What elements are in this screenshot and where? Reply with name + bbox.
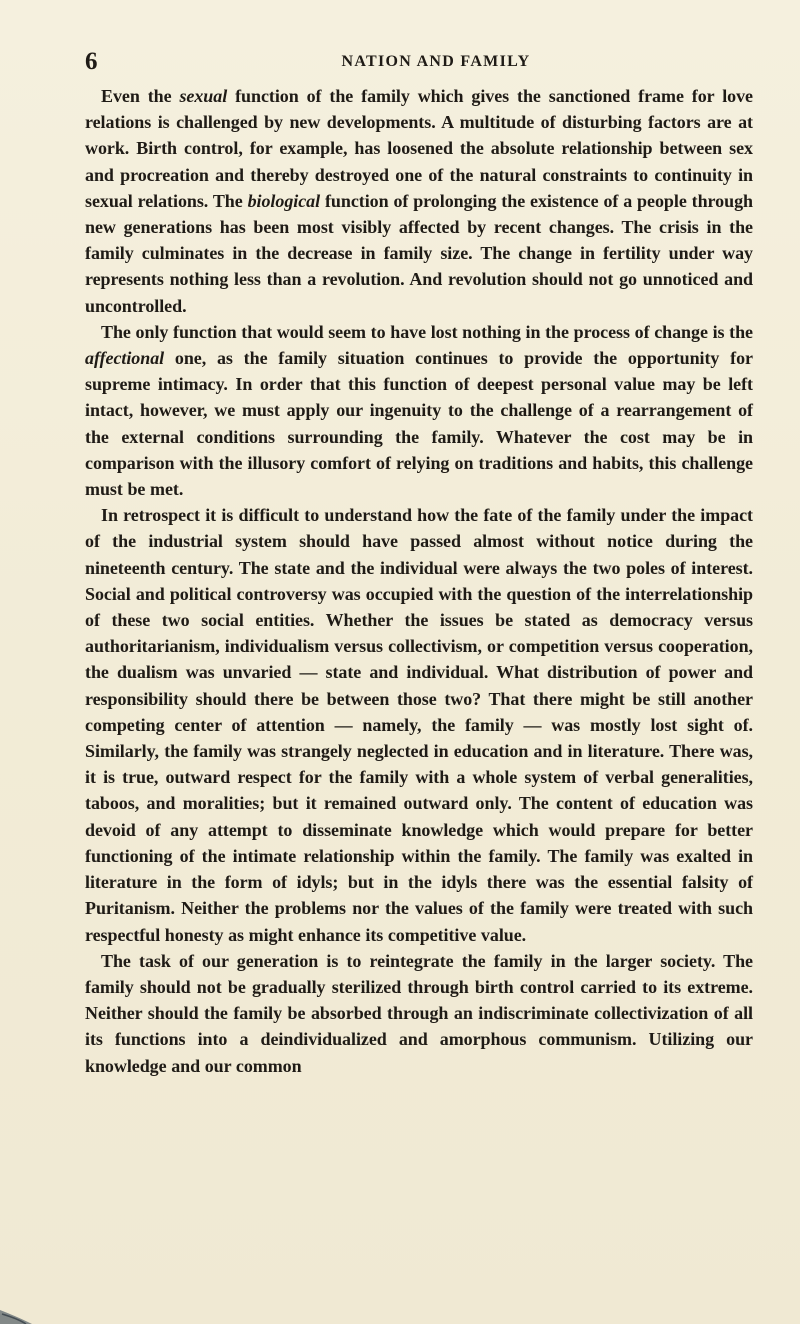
- page-number: 6: [85, 48, 98, 75]
- paragraph-4: The task of our generation is to reintegrate the family in the larger society. The family should not be gradually sterilized through birth control carried to its extreme. Neither should the family be absorbed through an indiscriminate collectivization of all its functions into a deindividualized and amorphous communism. Utilizing our knowledge and our common: [85, 950, 753, 1076]
- body-text: [85, 83, 753, 1079]
- paragraph-1-text-a: Even the: [101, 86, 180, 106]
- paragraph-2-text-a: The only function that would seem to have lost nothing in the process of change is the: [101, 321, 753, 342]
- paragraph-1-text-c: function of prolonging the existence of a people through new generations has been most visibly affected by recent changes. The crisis in the family culminates in the decrease in family size. The change in fertility under way represents nothing less than a revolution. And revolution should not go unnoticed and uncontrolled.: [85, 190, 753, 316]
- emphasis-sexual: sexual: [179, 86, 228, 106]
- paragraph-1: [85, 83, 753, 319]
- page-corner-mark: [0, 1302, 44, 1324]
- emphasis-affectional: affectional: [85, 348, 165, 369]
- running-head: NATION AND FAMILY: [341, 53, 531, 70]
- paragraph-3: In retrospect it is difficult to understand how the fate of the family under the impact of the industrial system should have passed almost without notice during the nineteenth century. The state and the individual were always the two poles of interest. Social and political controversy was occupied with the question of the interrelationship of these two social entities. Whether the issues be stated as democracy versus authoritarianism, individualism versus collectivism, or competition versus cooperation, the dualism was unvaried — state and individual. What distribution of power and responsibility should there be between those two? That there might be still another competing center of attention — namely, the family — was mostly lost sight of. Similarly, the family was strangely neglected in education and in literature. There was, it is true, outward respect for the family with a whole system of verbal generalities, taboos, and moralities; but it remained outward only. The content of education was devoid of any attempt to disseminate knowledge which would prepare for better functioning of the intimate relationship within the family. The family was exalted in literature in the form of idyls; but in the idyls there was the essential falsity of Puritanism. Neither the problems nor the values of the family were treated with such respectful honesty as might enhance its competitive value.: [85, 505, 753, 945]
- paragraph-2-text-b: one, as the family situation continues to provide the opportunity for supreme intimacy. In order that this function of deepest personal value may be left intact, however, we must apply our ingenuity to the challenge of a rearrangement of the external conditions surrounding the family. Whatever the cost may be in comparison with the illusory comfort of relying on traditions and habits, this challenge must be met.: [85, 348, 753, 500]
- paragraph-2: [85, 319, 753, 502]
- paragraph-1-text-b: function of the family which gives the sanctioned frame for love relations is challenged by new developments. A multitude of disturbing factors are at work. Birth control, for example, has loosened the absolute relationship between sex and procreation and thereby destroyed one of the natural constraints to continuity in sexual relations. The: [85, 86, 753, 211]
- page-header: [85, 46, 753, 82]
- emphasis-biological: biological: [247, 190, 321, 211]
